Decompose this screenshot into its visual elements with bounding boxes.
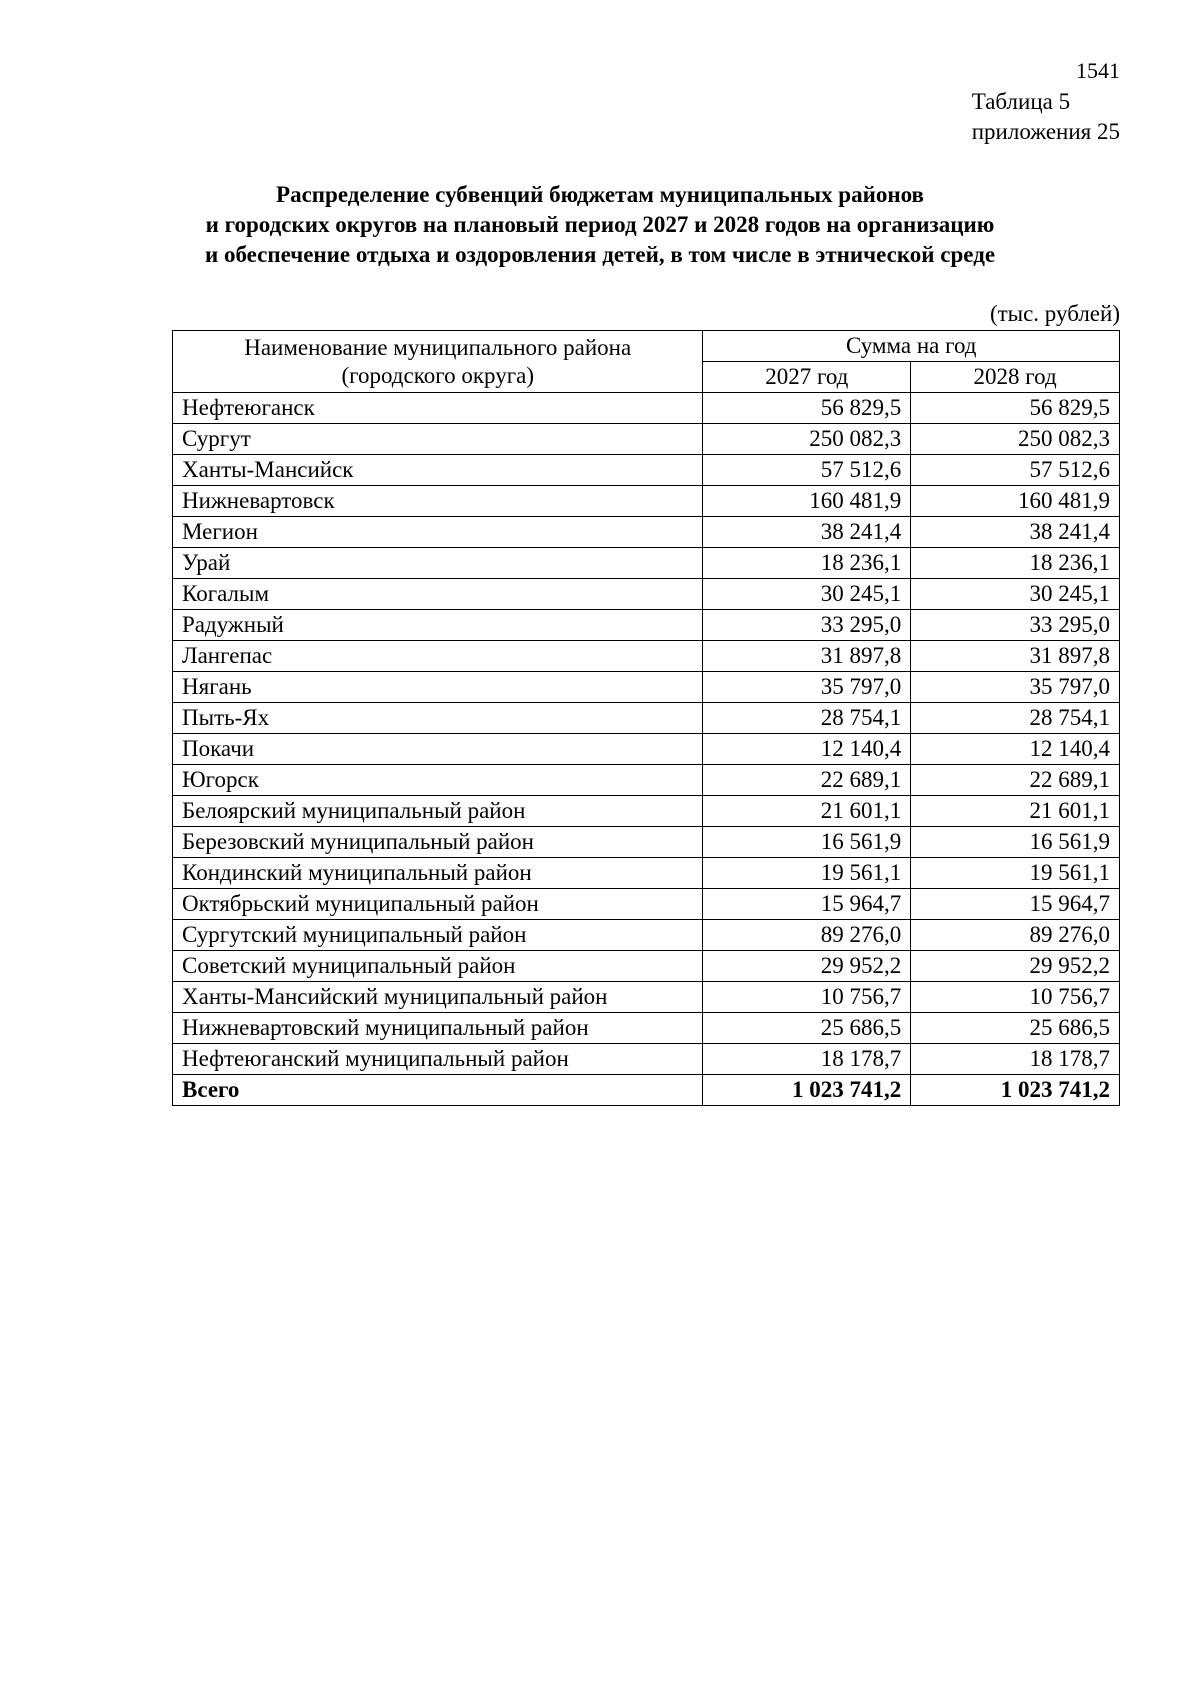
municipality-name-cell: Радужный xyxy=(173,610,703,641)
amount-2027-cell: 57 512,6 xyxy=(703,455,911,486)
amount-2028-cell: 160 481,9 xyxy=(911,486,1120,517)
amount-2028-cell: 31 897,8 xyxy=(911,641,1120,672)
table-body xyxy=(173,393,1120,1106)
table-row xyxy=(173,548,1120,579)
amount-2027-cell: 28 754,1 xyxy=(703,703,911,734)
total-2027-cell: 1 023 741,2 xyxy=(703,1075,911,1106)
municipality-name-cell: Пыть-Ях xyxy=(173,703,703,734)
amount-2027-cell: 22 689,1 xyxy=(703,765,911,796)
amount-2027-cell: 15 964,7 xyxy=(703,889,911,920)
table-row xyxy=(173,1013,1120,1044)
table-row xyxy=(173,1044,1120,1075)
header-name-cell xyxy=(173,331,703,393)
amount-2028-cell: 18 236,1 xyxy=(911,548,1120,579)
amount-2027-cell: 25 686,5 xyxy=(703,1013,911,1044)
header-name-line-2: (городского округа) xyxy=(341,362,534,388)
table-row xyxy=(173,641,1120,672)
amount-2028-cell: 18 178,7 xyxy=(911,1044,1120,1075)
distribution-table xyxy=(172,330,1120,1106)
table-row xyxy=(173,765,1120,796)
amount-2028-cell: 10 756,7 xyxy=(911,982,1120,1013)
table-row xyxy=(173,734,1120,765)
title-line-1: Распределение субвенций бюджетам муниципальных районов xyxy=(276,182,924,207)
header-row-1 xyxy=(173,331,1120,362)
amount-2027-cell: 89 276,0 xyxy=(703,920,911,951)
amount-2028-cell: 15 964,7 xyxy=(911,889,1120,920)
amount-2028-cell: 12 140,4 xyxy=(911,734,1120,765)
table-row xyxy=(173,827,1120,858)
amount-2028-cell: 250 082,3 xyxy=(911,424,1120,455)
amount-2028-cell: 21 601,1 xyxy=(911,796,1120,827)
unit-label: (тыс. рублей) xyxy=(989,301,1120,326)
amount-2028-cell: 33 295,0 xyxy=(911,610,1120,641)
amount-2028-cell: 28 754,1 xyxy=(911,703,1120,734)
amount-2027-cell: 160 481,9 xyxy=(703,486,911,517)
municipality-name-cell: Нижневартовск xyxy=(173,486,703,517)
title-line-2: и городских округов на плановый период 2027 и 2028 годов на организацию xyxy=(205,212,995,237)
header-name-line-1: Наименование муниципального района xyxy=(244,334,632,360)
table-row xyxy=(173,610,1120,641)
amount-2027-cell: 38 241,4 xyxy=(703,517,911,548)
amount-2027-cell: 21 601,1 xyxy=(703,796,911,827)
amount-2027-cell: 31 897,8 xyxy=(703,641,911,672)
amount-2028-cell: 22 689,1 xyxy=(911,765,1120,796)
table-row xyxy=(173,424,1120,455)
amount-2028-cell: 89 276,0 xyxy=(911,920,1120,951)
municipality-name-cell: Югорск xyxy=(173,765,703,796)
table-row xyxy=(173,517,1120,548)
amount-2027-cell: 12 140,4 xyxy=(703,734,911,765)
table-row xyxy=(173,579,1120,610)
amount-2028-cell: 57 512,6 xyxy=(911,455,1120,486)
amount-2027-cell: 56 829,5 xyxy=(703,393,911,424)
amount-2027-cell: 35 797,0 xyxy=(703,672,911,703)
table-row xyxy=(173,703,1120,734)
page-number: 1541 xyxy=(1076,58,1120,83)
municipality-name-cell: Нефтеюганск xyxy=(173,393,703,424)
amount-2028-cell: 30 245,1 xyxy=(911,579,1120,610)
municipality-name-cell: Ханты-Мансийск xyxy=(173,455,703,486)
municipality-name-cell: Березовский муниципальный район xyxy=(173,827,703,858)
amount-2027-cell: 16 561,9 xyxy=(703,827,911,858)
table-label: Таблица 5 xyxy=(971,89,1071,114)
table-row xyxy=(173,982,1120,1013)
table-row xyxy=(173,858,1120,889)
amount-2028-cell: 19 561,1 xyxy=(911,858,1120,889)
table-row xyxy=(173,920,1120,951)
municipality-name-cell: Советский муниципальный район xyxy=(173,951,703,982)
table-row xyxy=(173,486,1120,517)
amount-2028-cell: 35 797,0 xyxy=(911,672,1120,703)
municipality-name-cell: Когалым xyxy=(173,579,703,610)
amount-2027-cell: 250 082,3 xyxy=(703,424,911,455)
amount-2028-cell: 38 241,4 xyxy=(911,517,1120,548)
title-line-3: и обеспечение отдыха и оздоровления детей, в том числе в этнической среде xyxy=(204,242,996,267)
municipality-name-cell: Покачи xyxy=(173,734,703,765)
amount-2027-cell: 19 561,1 xyxy=(703,858,911,889)
total-row xyxy=(173,1075,1120,1106)
municipality-name-cell: Нижневартовский муниципальный район xyxy=(173,1013,703,1044)
table-row xyxy=(173,672,1120,703)
municipality-name-cell: Сургутский муниципальный район xyxy=(173,920,703,951)
municipality-name-cell: Нягань xyxy=(173,672,703,703)
amount-2027-cell: 10 756,7 xyxy=(703,982,911,1013)
municipality-name-cell: Мегион xyxy=(173,517,703,548)
amount-2028-cell: 56 829,5 xyxy=(911,393,1120,424)
document-title xyxy=(0,180,1200,270)
municipality-name-cell: Нефтеюганский муниципальный район xyxy=(173,1044,703,1075)
table-row xyxy=(173,951,1120,982)
municipality-name-cell: Ханты-Мансийский муниципальный район xyxy=(173,982,703,1013)
amount-2028-cell: 29 952,2 xyxy=(911,951,1120,982)
municipality-name-cell: Лангепас xyxy=(173,641,703,672)
municipality-name-cell: Кондинский муниципальный район xyxy=(173,858,703,889)
municipality-name-cell: Урай xyxy=(173,548,703,579)
municipality-name-cell: Белоярский муниципальный район xyxy=(173,796,703,827)
amount-2027-cell: 18 178,7 xyxy=(703,1044,911,1075)
amount-2027-cell: 33 295,0 xyxy=(703,610,911,641)
amount-2028-cell: 25 686,5 xyxy=(911,1013,1120,1044)
amount-2027-cell: 29 952,2 xyxy=(703,951,911,982)
header-2028-cell: 2028 год xyxy=(911,362,1120,393)
appendix-label: приложения 25 xyxy=(971,119,1120,144)
municipality-name-cell: Сургут xyxy=(173,424,703,455)
amount-2027-cell: 30 245,1 xyxy=(703,579,911,610)
municipality-name-cell: Октябрьский муниципальный район xyxy=(173,889,703,920)
table-row xyxy=(173,455,1120,486)
table-reference xyxy=(972,87,1120,147)
amount-2027-cell: 18 236,1 xyxy=(703,548,911,579)
total-label-cell: Всего xyxy=(173,1075,703,1106)
amount-2028-cell: 16 561,9 xyxy=(911,827,1120,858)
table-row xyxy=(173,889,1120,920)
total-2028-cell: 1 023 741,2 xyxy=(911,1075,1120,1106)
header-2027-cell: 2027 год xyxy=(703,362,911,393)
table-row xyxy=(173,796,1120,827)
header-sum-cell: Сумма на год xyxy=(703,331,1120,362)
table-row xyxy=(173,393,1120,424)
